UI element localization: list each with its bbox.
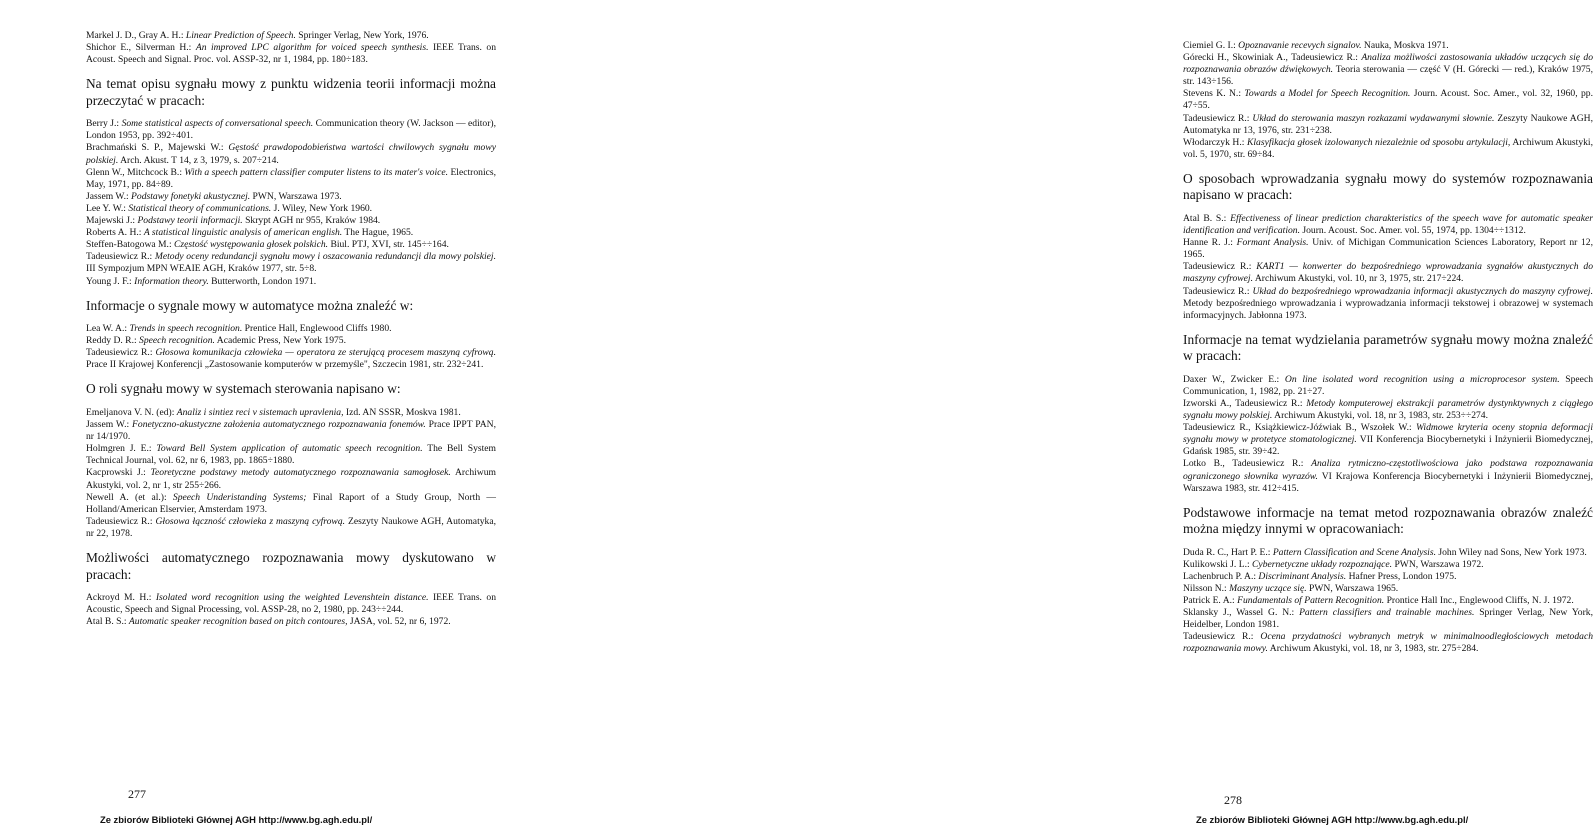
reference-details: Springer Verlag, New York, 1976. bbox=[295, 30, 429, 41]
reference-authors: Berry J.: bbox=[86, 118, 122, 130]
reference-title: Formant Analysis. bbox=[1236, 237, 1309, 249]
reference-authors: Lotko B., Tadeusiewicz R.: bbox=[1183, 458, 1312, 470]
section-heading: O roli sygnału mowy w systemach sterowania napisano w: bbox=[86, 381, 401, 397]
reference-authors: Jassem W.: bbox=[86, 190, 132, 202]
reference-authors: Stevens K. N.: bbox=[1183, 88, 1245, 100]
reference-authors: Patrick E. A.: bbox=[1183, 595, 1238, 607]
reference-authors: Lachenbruch P. A.: bbox=[1183, 570, 1259, 582]
reference-entry bbox=[1183, 286, 1593, 322]
reference-entry bbox=[86, 42, 496, 66]
reference-authors: Newell A. (et al.): bbox=[86, 491, 173, 503]
reference-details: Springer Verlag, New York, Heidelber, London 1981. bbox=[1183, 607, 1593, 631]
reference-title: Opoznavanie recevych signalov. bbox=[1238, 40, 1362, 51]
reference-authors: Tadeusiewicz R., Książkiewicz-Jóźwiak B., Wszołek W.: bbox=[1183, 422, 1416, 434]
reference-entry bbox=[1183, 583, 1593, 595]
reference-title: Metody oceny redundancji sygnału mowy i oszacowania redundancji dla mowy polskiej. bbox=[154, 251, 496, 263]
reference-title: Toward Bell System application of automatic speech recognition. bbox=[156, 443, 423, 455]
reference-entry bbox=[86, 276, 496, 288]
reference-entry bbox=[1183, 547, 1593, 559]
reference-entry bbox=[86, 335, 496, 347]
reference-title: Podstawy teorii informacji. bbox=[137, 215, 243, 227]
reference-details: Final Raport of a Study Group, North — Holland/American Elservier, Amsterdam 1973. bbox=[86, 491, 496, 515]
reference-details: Hafner Press, London 1975. bbox=[1346, 570, 1457, 582]
reference-details: Zeszyty Naukowe AGH, Automatyka, nr 22, 1978. bbox=[86, 515, 496, 539]
reference-title: Głosowa łączność człowieka z maszyną cyfrową. bbox=[155, 515, 346, 527]
reference-entry bbox=[1183, 52, 1593, 88]
reference-authors: Tadeusiewicz R.: bbox=[86, 251, 155, 263]
reference-title: Linear Prediction of Speech. bbox=[185, 30, 296, 41]
reference-title: Analiz i sintiez reci v sistemach upravlenia, bbox=[176, 406, 344, 418]
reference-details: Metody bezpośredniego wprowadzania i wyprowadzania informacji tekstowej i obrazowej w systemach informacyjnych. Jabłonna 1973. bbox=[1183, 297, 1593, 321]
reference-title: Pattern Classification and Scene Analysis. bbox=[1272, 546, 1436, 558]
reference-authors: Kulikowski J. L.: bbox=[1183, 558, 1253, 570]
reference-entry bbox=[86, 142, 496, 166]
reference-details: Arch. Akust. T 14, z 3, 1979, s. 207÷214. bbox=[118, 154, 279, 166]
reference-authors: Atal B. S.: bbox=[86, 616, 129, 628]
reference-title: A statistical linguistic analysis of american english. bbox=[143, 227, 343, 239]
section-heading: Możliwości automatycznego rozpoznawania mowy dyskutowano w pracach: bbox=[86, 550, 496, 582]
reference-title: With a speech pattern classifier computer listens to its mater's voice. bbox=[184, 166, 449, 178]
reference-title: Towards a Model for Speech Recognition. bbox=[1244, 88, 1411, 100]
reference-entry bbox=[86, 30, 496, 42]
reference-authors: Jassem W.: bbox=[86, 419, 133, 431]
reference-details: Nauka, Moskva 1971. bbox=[1361, 40, 1449, 51]
page-number: 278 bbox=[1224, 793, 1242, 807]
reference-details: Prontice Hall Inc., Englewood Cliffs, N. J. 1972. bbox=[1384, 595, 1574, 607]
reference-details: III Sympozjum MPN WEAIE AGH, Kraków 1977, str. 5÷8. bbox=[86, 263, 317, 275]
reference-entry bbox=[86, 467, 496, 491]
reference-authors: Reddy D. R.: bbox=[86, 335, 140, 347]
page-number: 277 bbox=[128, 787, 146, 801]
reference-entry bbox=[1183, 398, 1593, 422]
reference-title: Analiza możliwości zastosowania układów uczących się do rozpoznawania obrazów dźwiękowych. bbox=[1183, 52, 1593, 76]
reference-details: Journ. Acoust. Soc. Amer., vol. 32, 1960, pp. 47÷55. bbox=[1183, 88, 1593, 112]
reference-details: Univ. of Michigan Communication Sciences Laboratory, Report nr 12, 1965. bbox=[1183, 237, 1593, 261]
reference-authors: Ackroyd M. H.: bbox=[86, 592, 156, 603]
reference-authors: Nilsson N.: bbox=[1183, 583, 1230, 594]
reference-details: J. Wiley, New York 1960. bbox=[271, 202, 373, 214]
reference-entry bbox=[86, 239, 496, 251]
reference-details: Journ. Acoust. Soc. Amer. vol. 55, 1974, pp. 1304÷÷1312. bbox=[1299, 225, 1526, 237]
reference-authors: Tadeusiewicz R.: bbox=[1183, 112, 1253, 124]
reference-title: Układ do sterowania maszyn rozkazami wydawanymi słownie. bbox=[1252, 112, 1495, 124]
section-heading: Na temat opisu sygnału mowy z punktu widzenia teorii informacji można przeczytać w pracach: bbox=[86, 76, 496, 108]
reference-entry bbox=[1183, 571, 1593, 583]
reference-authors: Atal B. S.: bbox=[1183, 212, 1231, 224]
reference-title: Automatic speaker recognition based on pitch contoures, bbox=[128, 616, 348, 628]
reference-authors: Shichor E., Silverman H.: bbox=[86, 42, 196, 54]
reference-title: Pattern classifiers and trainable machines. bbox=[1299, 607, 1475, 619]
reference-details: Archiwum Akustyki, vol. 18, nr 3, 1983, str. 253÷÷274. bbox=[1272, 410, 1488, 422]
reference-authors: Włodarczyk H.: bbox=[1183, 136, 1247, 148]
reference-title: Gęstość prawdopodobieństwa wartości chwilowych sygnału mowy polskiej. bbox=[86, 142, 496, 166]
library-footer: Ze zbiorów Biblioteki Głównej AGH http://www.bg.agh.edu.pl/ bbox=[1196, 814, 1469, 825]
reference-details: Academic Press, New York 1975. bbox=[214, 335, 346, 347]
section-heading: Informacje o sygnale mowy w automatyce można znaleźć w: bbox=[86, 297, 414, 313]
reference-entry bbox=[1183, 631, 1593, 655]
reference-details: Butterworth, London 1971. bbox=[208, 275, 317, 287]
reference-entry bbox=[86, 227, 496, 239]
left-page bbox=[0, 0, 550, 829]
reference-details: Archiwum Akustyki, vol. 18, nr 3, 1983, str. 275÷284. bbox=[1267, 643, 1479, 655]
reference-details: Archiwum Akustyki, vol. 10, nr 3, 1975, str. 217÷224. bbox=[1252, 273, 1464, 285]
reference-authors: Kacprowski J.: bbox=[86, 467, 151, 479]
reference-title: Fonetyczno-akustyczne założenia automatycznego rozpoznawania fonemów. bbox=[132, 419, 426, 431]
reference-entry bbox=[86, 251, 496, 275]
reference-entry bbox=[1183, 374, 1593, 398]
reference-authors: Tadeusiewicz R.: bbox=[1183, 631, 1261, 643]
reference-entry bbox=[86, 118, 496, 142]
reference-details: Teoria sterowania — część V (H. Górecki — red.), Kraków 1975, str. 143÷156. bbox=[1183, 64, 1593, 88]
reference-authors: Emeljanova V. N. (ed): bbox=[86, 406, 177, 418]
reference-entry bbox=[86, 516, 496, 540]
reference-title: Information theory. bbox=[134, 275, 209, 287]
reference-title: Speech recognition. bbox=[139, 335, 215, 347]
reference-entry bbox=[1183, 213, 1593, 237]
reference-details: IEEE Trans. on Acoust. Speech and Signal. Proc. vol. ASSP-32, nr 1, 1984, pp. 180÷183. bbox=[86, 42, 497, 66]
reference-authors: Holmgren J. E.: bbox=[86, 443, 157, 455]
reference-entry bbox=[1183, 40, 1593, 52]
reference-entry bbox=[86, 592, 496, 616]
reference-details: PWN, Warszawa 1973. bbox=[250, 190, 342, 202]
reference-details: Prace IPPT PAN, nr 14/1970. bbox=[86, 419, 497, 443]
reference-title: KART1 — konwerter do bezpośredniego wprowadzania sygnałów akustycznych do maszyny cyfrowej. bbox=[1183, 261, 1593, 285]
reference-entry bbox=[86, 443, 496, 467]
reference-entry bbox=[86, 492, 496, 516]
reference-title: Ocena przydatności wybranych metryk w minimalnoodległościowych metodach rozpoznawania mowy. bbox=[1183, 631, 1593, 655]
reference-details: Communication theory (W. Jackson — editor), London 1953, pp. 392÷401. bbox=[86, 118, 496, 142]
reference-title: Głosowa komunikacja człowieka — operatora ze sterującą procesem maszyną cyfrową. bbox=[155, 347, 497, 359]
reference-entry bbox=[1183, 88, 1593, 112]
reference-details: Prentice Hall, Englewood Cliffs 1980. bbox=[242, 323, 392, 335]
reference-entry bbox=[86, 167, 496, 191]
reference-details: Izd. AN SSSR, Moskva 1981. bbox=[343, 406, 461, 418]
reference-authors: Majewski J.: bbox=[86, 215, 138, 227]
reference-details: JASA, vol. 52, nr 6, 1972. bbox=[347, 616, 451, 628]
reference-entry bbox=[1183, 113, 1593, 137]
reference-title: Częstość występowania głosek polskich. bbox=[174, 239, 329, 251]
reference-details: PWN, Warszawa 1972. bbox=[1392, 558, 1484, 570]
reference-authors: Hanne R. J.: bbox=[1183, 237, 1237, 249]
reference-details: Electronics, May, 1971, pp. 84÷89. bbox=[86, 166, 496, 190]
reference-details: John Wiley nad Sons, New York 1973. bbox=[1435, 546, 1587, 558]
reference-authors: Roberts A. H.: bbox=[86, 227, 144, 239]
reference-title: On line isolated word recognition using a microprocesor system. bbox=[1284, 373, 1560, 385]
reference-details: VII Konferencja Biocybernetyki i Inżynierii Biomedycznej, Gdańsk 1985, str. 39÷42. bbox=[1183, 434, 1593, 458]
reference-details: Skrypt AGH nr 955, Kraków 1984. bbox=[242, 215, 381, 227]
reference-entry bbox=[1183, 237, 1593, 261]
reference-details: PWN, Warszawa 1965. bbox=[1306, 583, 1399, 594]
reference-details: Speech Communication, 1, 1982, pp. 21÷27. bbox=[1183, 373, 1593, 397]
reference-details: The Bell System Technical Journal, vol. 62, nr 6, 1983, pp. 1865÷1880. bbox=[86, 443, 496, 467]
reference-title: Układ do bezpośredniego wprowadzania informacji akustycznych do maszyny cyfrowej. bbox=[1252, 285, 1593, 297]
section-heading: O sposobach wprowadzania sygnału mowy do systemów rozpoznawania napisano w pracach: bbox=[1183, 170, 1593, 203]
right-page bbox=[550, 0, 1593, 829]
reference-authors: Steffen-Batogowa M.: bbox=[86, 239, 175, 251]
reference-authors: Górecki H., Skowiniak A., Tadeusiewicz R.: bbox=[1183, 52, 1362, 64]
reference-details: Archiwum Akustyki, vol. 2, nr 1, str 255÷266. bbox=[86, 467, 496, 491]
reference-title: Maszyny uczące się. bbox=[1229, 583, 1307, 594]
reference-authors: Lee Y. W.: bbox=[86, 202, 129, 214]
reference-title: Effectiveness of linear prediction charakteristics of the speech wave for automatic speaker identification and verification. bbox=[1183, 212, 1593, 237]
reference-authors: Tadeusiewicz R.: bbox=[86, 347, 156, 359]
reference-title: Metody komputerowej ekstrakcji parametrów dystynktywnych z ciągłego sygnału mowy polskiej. bbox=[1183, 397, 1593, 422]
reference-authors: Ciemiel G. I.: bbox=[1183, 40, 1239, 51]
reference-title: Klasyfikacja głosek izolowanych niezależnie od sposobu artykulacji, bbox=[1246, 136, 1511, 148]
reference-title: Isolated word recognition using the weighted Levenshtein distance. bbox=[155, 592, 429, 603]
reference-entry bbox=[86, 347, 496, 371]
reference-title: Fundamentals of Pattern Recognition. bbox=[1237, 595, 1385, 607]
reference-details: Prace II Krajowej Konferencji „Zastosowanie komputerów w przemyśle", Szczecin 1981, str. 232÷241. bbox=[86, 359, 484, 371]
reference-entry bbox=[86, 323, 496, 335]
reference-entry bbox=[1183, 607, 1593, 631]
reference-entry bbox=[86, 616, 496, 628]
section-heading: Podstawowe informacje na temat metod rozpoznawania obrazów znaleźć można między innymi w opracowaniach: bbox=[1183, 504, 1593, 537]
reference-details: The Hague, 1965. bbox=[342, 227, 414, 239]
reference-authors: Izworski A., Tadeusiewicz R.: bbox=[1183, 397, 1307, 409]
reference-entry bbox=[86, 407, 496, 419]
reference-authors: Tadeusiewicz R.: bbox=[1183, 285, 1253, 297]
reference-entry bbox=[1183, 559, 1593, 571]
reference-title: Podstawy fonetyki akustycznej. bbox=[131, 190, 251, 202]
reference-title: Trends in speech recognition. bbox=[129, 323, 243, 335]
section-heading: Informacje na temat wydzielania parametrów sygnału mowy można znaleźć w pracach: bbox=[1183, 331, 1593, 364]
reference-entry bbox=[1183, 422, 1593, 458]
reference-entry bbox=[86, 215, 496, 227]
reference-title: Analiza rytmiczno-częstotliwościowa jako podstawa rozpoznawania ograniczonego słownika wyrazów. bbox=[1183, 458, 1593, 482]
reference-entry bbox=[1183, 137, 1593, 161]
reference-entry bbox=[1183, 458, 1593, 494]
reference-title: Speech Underistanding Systems; bbox=[172, 491, 307, 503]
reference-title: Cybernetyczne układy rozpoznające. bbox=[1252, 558, 1393, 570]
library-footer: Ze zbiorów Biblioteki Głównej AGH http://www.bg.agh.edu.pl/ bbox=[100, 814, 373, 825]
reference-authors: Markel J. D., Gray A. H.: bbox=[86, 30, 186, 41]
reference-title: Discriminant Analysis. bbox=[1258, 570, 1347, 582]
reference-entry bbox=[1183, 595, 1593, 607]
reference-details: Archiwum Akustyki, vol. 5, 1970, str. 69÷84. bbox=[1183, 136, 1593, 160]
reference-title: An improved LPC algorithm for voiced speech synthesis. bbox=[195, 42, 429, 54]
reference-title: Teoretyczne podstawy metody automatycznego rozpoznawania samogłosek. bbox=[150, 467, 451, 479]
reference-entry bbox=[86, 203, 496, 215]
reference-authors: Lea W. A.: bbox=[86, 323, 130, 335]
reference-entry bbox=[1183, 261, 1593, 285]
reference-authors: Brachmański S. P., Majewski W.: bbox=[86, 142, 229, 154]
reference-authors: Glenn W., Mitchcock B.: bbox=[86, 166, 185, 178]
reference-details: Biul. PTJ, XVI, str. 145÷÷164. bbox=[328, 239, 449, 251]
reference-authors: Sklansky J., Wassel G. N.: bbox=[1183, 607, 1300, 619]
reference-authors: Duda R. C., Hart P. E.: bbox=[1183, 546, 1273, 558]
reference-entry bbox=[86, 419, 496, 443]
reference-entry bbox=[86, 191, 496, 203]
right-page-content bbox=[1183, 40, 1593, 656]
reference-details: Zeszyty Naukowe AGH, Automatyka nr 13, 1976, str. 231÷238. bbox=[1183, 112, 1593, 136]
reference-authors: Daxer W., Zwicker E.: bbox=[1183, 373, 1285, 385]
reference-authors: Young J. F.: bbox=[86, 275, 135, 287]
reference-details: VI Krajowa Konferencja Biocybernetyki i Inżynierii Biomedycznej, Warszawa 1983, str. 412÷415. bbox=[1183, 470, 1593, 494]
left-page-content bbox=[86, 30, 496, 628]
reference-authors: Tadeusiewicz R.: bbox=[1183, 261, 1257, 273]
reference-title: Statistical theory of communications. bbox=[128, 202, 272, 214]
reference-authors: Tadeusiewicz R.: bbox=[86, 515, 156, 527]
reference-details: IEEE Trans. on Acoustic, Speech and Signal Processing, vol. ASSP-28, no 2, 1980, pp. 243÷÷244. bbox=[86, 592, 496, 616]
reference-title: Widmowe kryteria oceny stopnia deformacji sygnału mowy w protetyce stomatologicznej. bbox=[1183, 422, 1593, 446]
reference-title: Some statistical aspects of conversational speech. bbox=[121, 118, 314, 130]
